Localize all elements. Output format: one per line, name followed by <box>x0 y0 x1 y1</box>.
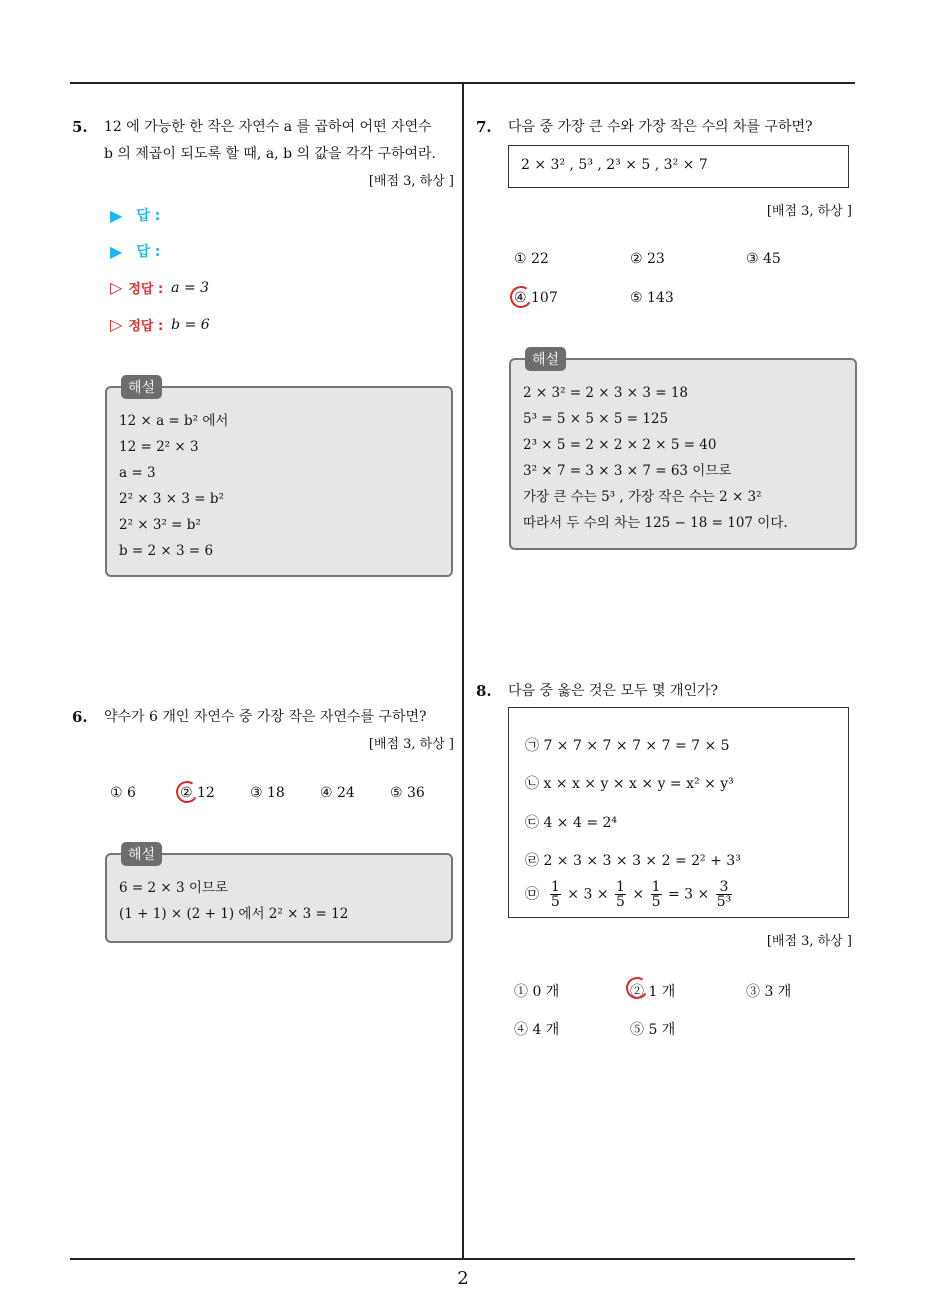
q7-choice-5[interactable]: ⑤ 143 <box>630 290 674 306</box>
q6-score: [배점 3, 하상 ] <box>368 737 454 752</box>
solution-line: 2² × 3² = b² <box>119 517 201 533</box>
q6-text: 약수가 6 개인 자연수 중 가장 작은 자연수를 구하면? <box>104 709 427 725</box>
q8-choice-5[interactable]: ⑤ 5 개 <box>630 1022 676 1038</box>
q8-choice-4[interactable]: ④ 4 개 <box>514 1022 560 1038</box>
q8-item-4: ㉣ 2 × 3 × 3 × 3 × 2 = 2² + 3³ <box>525 853 741 869</box>
play-icon: ▶ <box>110 205 123 225</box>
q8-item-3: ㉢ 4 × 4 = 2⁴ <box>525 815 618 831</box>
q7-solution-box <box>509 352 857 550</box>
q8-item-5 <box>525 880 734 909</box>
q8-choice-2[interactable]: ② 1 개 <box>630 984 676 1000</box>
expr-part: × 3 × <box>567 886 609 903</box>
q7-number: 7. <box>476 118 492 136</box>
play-icon: ▶ <box>110 241 123 261</box>
q5-text-line1: 12 에 가능한 한 작은 자연수 a 를 곱하여 어떤 자연수 <box>104 119 432 135</box>
solution-line: 따라서 두 수의 차는 125 − 18 = 107 이다. <box>523 515 788 531</box>
answer-label: 답 : <box>136 208 161 224</box>
solution-tag: 해설 <box>525 347 566 371</box>
q7-score: [배점 3, 하상 ] <box>766 204 852 219</box>
solution-lines <box>119 408 228 564</box>
q8-number: 8. <box>476 682 492 700</box>
correct-value-a: a = 3 <box>171 279 210 296</box>
solution-line: b = 2 × 3 = 6 <box>119 543 214 559</box>
page-number: 2 <box>457 1268 469 1289</box>
q7-choice-1[interactable]: ① 22 <box>514 251 549 267</box>
solution-line: 2³ × 5 = 2 × 2 × 2 × 5 = 40 <box>523 437 717 453</box>
solution-line: 3² × 7 = 3 × 3 × 7 = 63 이므로 <box>523 463 732 479</box>
q8-item-1: ㉠ 7 × 7 × 7 × 7 × 7 = 7 × 5 <box>525 738 730 754</box>
q6-choice-1[interactable]: ① 6 <box>110 785 136 801</box>
solution-lines <box>119 875 348 927</box>
fraction: $\frac{1}{5}$ <box>651 879 661 910</box>
q5-solution-box <box>105 380 453 577</box>
solution-line: 2² × 3 × 3 = b² <box>119 491 224 507</box>
fraction: $\frac{3}{\text{5³}}$ <box>716 879 732 910</box>
q8-item-2: ㉡ x × x × y × x × y = x² × y³ <box>525 776 734 792</box>
q5-text-line2: b 의 제곱이 되도록 할 때, a, b 의 값을 각각 구하여라. <box>104 146 437 162</box>
solution-line: 6 = 2 × 3 이므로 <box>119 880 228 896</box>
bottom-rule <box>70 1258 855 1260</box>
correct-value-b: b = 6 <box>171 316 210 333</box>
solution-line: 12 × a = b² 에서 <box>119 413 229 429</box>
q7-expression: 2 × 3² , 5³ , 2³ × 5 , 3² × 7 <box>521 157 708 173</box>
solution-line: 2 × 3² = 2 × 3 × 3 = 18 <box>523 385 689 401</box>
selected-mark-icon <box>174 779 200 805</box>
solution-line: 12 = 2² × 3 <box>119 439 199 455</box>
q7-expression-box <box>508 145 849 188</box>
q6-choice-3[interactable]: ③ 18 <box>250 785 285 801</box>
q6-number: 6. <box>72 708 88 726</box>
correct-label: 정답 : <box>128 282 164 297</box>
item-marker: ㉤ <box>525 886 539 903</box>
solution-lines <box>523 380 788 536</box>
triangle-outline-icon: ▷ <box>110 278 123 297</box>
solution-tag: 해설 <box>121 842 162 866</box>
q8-text: 다음 중 옳은 것은 모두 몇 개인가? <box>508 683 719 699</box>
q8-score: [배점 3, 하상 ] <box>766 934 852 949</box>
triangle-outline-icon: ▷ <box>110 315 123 334</box>
q5-number: 5. <box>72 118 88 136</box>
column-divider <box>462 83 464 1258</box>
q8-choice-3[interactable]: ③ 3 개 <box>746 984 792 1000</box>
solution-line: 가장 큰 수는 5³ , 가장 작은 수는 2 × 3² <box>523 489 762 505</box>
expr-part: × <box>632 886 645 903</box>
q6-choice-4[interactable]: ④ 24 <box>320 785 355 801</box>
q7-choice-2[interactable]: ② 23 <box>630 251 665 267</box>
q7-choice-3[interactable]: ③ 45 <box>746 251 781 267</box>
fraction: $\frac{1}{5}$ <box>550 879 560 910</box>
q8-statements-box <box>508 707 849 918</box>
q7-choice-4[interactable]: ④ 107 <box>514 290 558 306</box>
q5-correct-row-a <box>110 278 209 297</box>
solution-line: (1 + 1) × (2 + 1) 에서 2² × 3 = 12 <box>119 906 349 922</box>
q5-answer-row-1 <box>110 205 160 225</box>
q5-score: [배점 3, 하상 ] <box>368 174 454 189</box>
q6-choice-5[interactable]: ⑤ 36 <box>390 785 425 801</box>
q5-answer-row-2 <box>110 241 160 261</box>
q7-text: 다음 중 가장 큰 수와 가장 작은 수의 차를 구하면? <box>508 119 813 135</box>
fraction: $\frac{1}{5}$ <box>616 879 625 910</box>
q6-choice-2[interactable]: ② 12 <box>180 785 215 801</box>
selected-mark-icon <box>508 284 534 310</box>
q6-solution-box <box>105 847 453 943</box>
q5-correct-row-b <box>110 315 210 334</box>
solution-line: 5³ = 5 × 5 × 5 = 125 <box>523 411 669 427</box>
q8-choice-1[interactable]: ① 0 개 <box>514 984 560 1000</box>
solution-tag: 해설 <box>121 375 162 399</box>
solution-line: a = 3 <box>119 465 156 481</box>
answer-label: 답 : <box>136 244 161 260</box>
correct-label: 정답 : <box>128 319 164 334</box>
expr-part: = 3 × <box>667 886 710 903</box>
